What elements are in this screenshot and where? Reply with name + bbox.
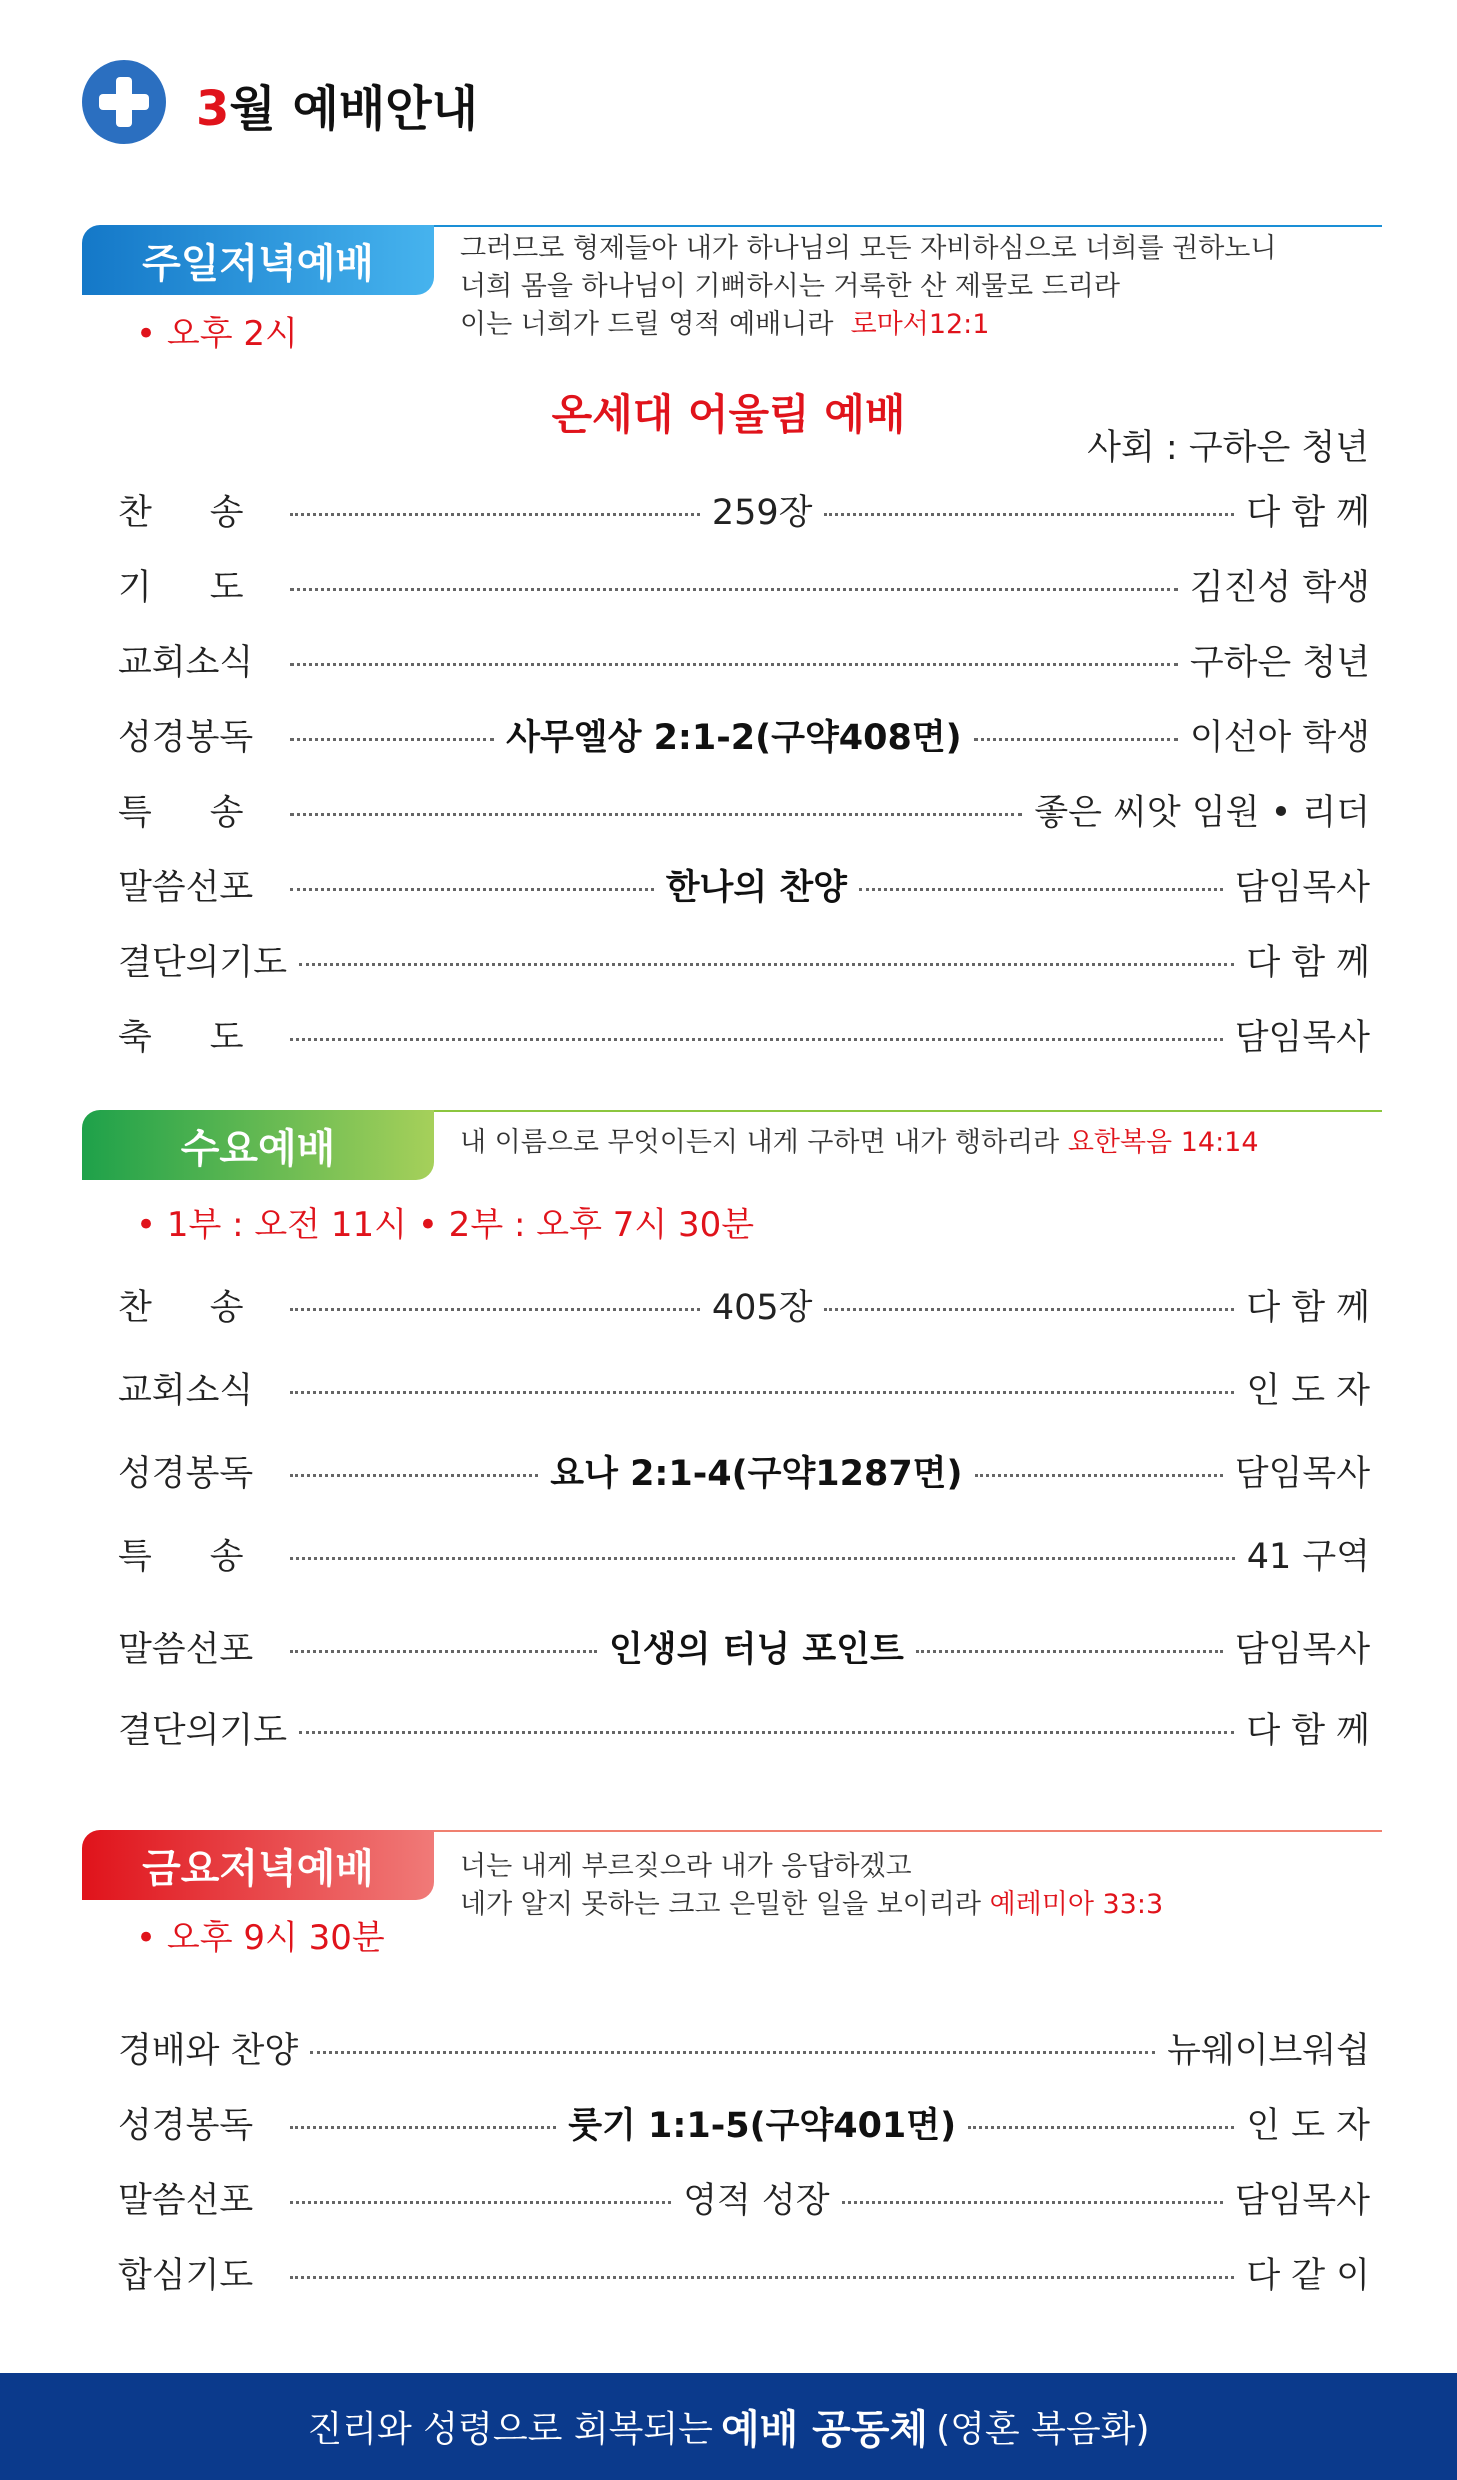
plus-cross-icon	[82, 60, 166, 144]
program-label: 성경봉독	[118, 718, 254, 758]
program-leader: 다 함 께	[1246, 943, 1370, 983]
footer-banner: 진리와 성령으로 회복되는 예배 공동체 (영혼 복음화)	[0, 2373, 1457, 2480]
friday-tab: 금요저녁예배	[82, 1830, 434, 1900]
program-leader: 좋은 씨앗 임원 • 리더	[1034, 793, 1370, 833]
program-leader: 다 함 께	[1246, 1711, 1370, 1751]
program-row	[118, 480, 1370, 540]
program-leader: 구하은 청년	[1189, 643, 1370, 683]
program-detail: 인생의 터닝 포인트	[608, 1630, 904, 1670]
program-row	[118, 2168, 1370, 2228]
dotted-leader	[290, 663, 1178, 666]
dotted-leader	[290, 1391, 1234, 1394]
program-label: 말씀선포	[118, 2181, 254, 2221]
program-row	[118, 705, 1370, 765]
program-leader: 다 함 께	[1246, 493, 1370, 533]
program-leader: 뉴웨이브워쉽	[1167, 2031, 1370, 2071]
program-detail: 사무엘상 2:1-2(구약408면)	[506, 718, 962, 758]
program-row	[118, 555, 1370, 615]
program-leader: 다 같 이	[1246, 2256, 1370, 2296]
page-title: 3월 예배안내	[196, 81, 478, 137]
program-label: 말씀선포	[118, 868, 254, 908]
program-row	[118, 2093, 1370, 2153]
dotted-leader	[290, 1650, 597, 1653]
sunday-verse: 그러므로 형제들아 내가 하나님의 모든 자비하심으로 너희를 권하노니 너희 몸을 하나님이 기뻐하시는 거룩한 산 제물로 드리라 이는 너희가 드릴 영적 예배니라 로마서12:1	[460, 233, 1277, 340]
dotted-leader	[842, 2201, 1223, 2204]
program-leader: 담임목사	[1234, 1630, 1371, 1670]
program-row	[118, 630, 1370, 690]
program-label: 축도	[118, 1018, 302, 1058]
dotted-leader	[290, 513, 700, 516]
program-label: 찬송	[118, 1288, 302, 1328]
sunday-time: • 오후 2시	[136, 314, 298, 354]
program-label: 말씀선포	[118, 1630, 254, 1670]
friday-divider	[434, 1830, 1382, 1832]
program-label: 기도	[118, 568, 302, 608]
program-detail: 한나의 찬양	[665, 868, 847, 908]
friday-time: • 오후 9시 30분	[136, 1918, 385, 1958]
dotted-leader	[290, 588, 1178, 591]
program-row	[118, 2243, 1370, 2303]
dotted-leader	[968, 2126, 1234, 2129]
dotted-leader	[290, 1474, 538, 1477]
dotted-leader	[310, 2051, 1155, 2054]
program-leader: 담임목사	[1234, 1454, 1371, 1494]
program-label: 경배와 찬양	[118, 2031, 299, 2071]
program-leader: 이선아 학생	[1189, 718, 1370, 758]
program-leader: 인 도 자	[1246, 1371, 1370, 1411]
dotted-leader	[290, 1308, 700, 1311]
program-label: 결단의기도	[118, 1711, 288, 1751]
program-row	[118, 1698, 1370, 1758]
wednesday-tab: 수요예배	[82, 1110, 434, 1180]
dotted-leader	[916, 1650, 1223, 1653]
dotted-leader	[290, 888, 654, 891]
program-row	[118, 855, 1370, 915]
dotted-leader	[290, 1557, 1235, 1560]
program-leader: 다 함 께	[1246, 1288, 1370, 1328]
program-label: 결단의기도	[118, 943, 288, 983]
program-label: 교회소식	[118, 1371, 254, 1411]
program-leader: 담임목사	[1234, 1018, 1370, 1058]
dotted-leader	[290, 813, 1022, 816]
program-detail: 영적 성장	[683, 2181, 830, 2221]
dotted-leader	[290, 2126, 556, 2129]
program-label: 성경봉독	[118, 2106, 254, 2146]
service-title: 온세대 어울림 예배	[551, 390, 906, 439]
dotted-leader	[290, 1038, 1223, 1041]
program-leader: 인 도 자	[1246, 2106, 1370, 2146]
wednesday-verse: 내 이름으로 무엇이든지 내게 구하면 내가 행하리라 요한복음 14:14	[460, 1127, 1259, 1158]
host-label: 사회 : 구하은 청년	[1087, 428, 1369, 468]
program-row	[118, 1617, 1370, 1677]
program-label: 특송	[118, 793, 302, 833]
dotted-leader	[824, 513, 1234, 516]
wednesday-time: • 1부 : 오전 11시 • 2부 : 오후 7시 30분	[136, 1205, 755, 1245]
friday-verse: 너는 내게 부르짖으라 내가 응답하겠고 네가 알지 못하는 크고 은밀한 일을 보이리라 예레미아 33:3	[460, 1851, 1164, 1920]
program-row	[118, 1358, 1370, 1418]
dotted-leader	[290, 2201, 671, 2204]
program-row	[118, 1005, 1370, 1065]
program-label: 성경봉독	[118, 1454, 254, 1494]
program-row	[118, 2018, 1370, 2078]
dotted-leader	[974, 738, 1178, 741]
program-row	[118, 780, 1370, 840]
wednesday-divider	[434, 1110, 1382, 1112]
program-detail: 요나 2:1-4(구약1287면)	[550, 1454, 963, 1494]
program-row	[118, 1524, 1370, 1584]
dotted-leader	[824, 1308, 1234, 1311]
program-leader: 김진성 학생	[1189, 568, 1370, 608]
sunday-divider	[434, 225, 1382, 227]
dotted-leader	[290, 2276, 1234, 2279]
dotted-leader	[299, 1731, 1234, 1734]
dotted-leader	[299, 963, 1234, 966]
program-detail: 259장	[711, 493, 813, 533]
sunday-tab: 주일저녁예배	[82, 225, 434, 295]
program-row	[118, 1441, 1370, 1501]
program-leader: 41 구역	[1246, 1537, 1370, 1577]
program-label: 찬송	[118, 493, 302, 533]
dotted-leader	[290, 738, 494, 741]
program-leader: 담임목사	[1234, 868, 1370, 908]
program-label: 특송	[118, 1537, 302, 1577]
program-detail: 룻기 1:1-5(구약401면)	[568, 2106, 957, 2146]
dotted-leader	[859, 888, 1223, 891]
program-label: 교회소식	[118, 643, 254, 683]
program-row	[118, 930, 1370, 990]
dotted-leader	[975, 1474, 1223, 1477]
program-label: 합심기도	[118, 2256, 254, 2296]
program-leader: 담임목사	[1234, 2181, 1370, 2221]
program-detail: 405장	[711, 1288, 813, 1328]
program-row	[118, 1275, 1370, 1335]
